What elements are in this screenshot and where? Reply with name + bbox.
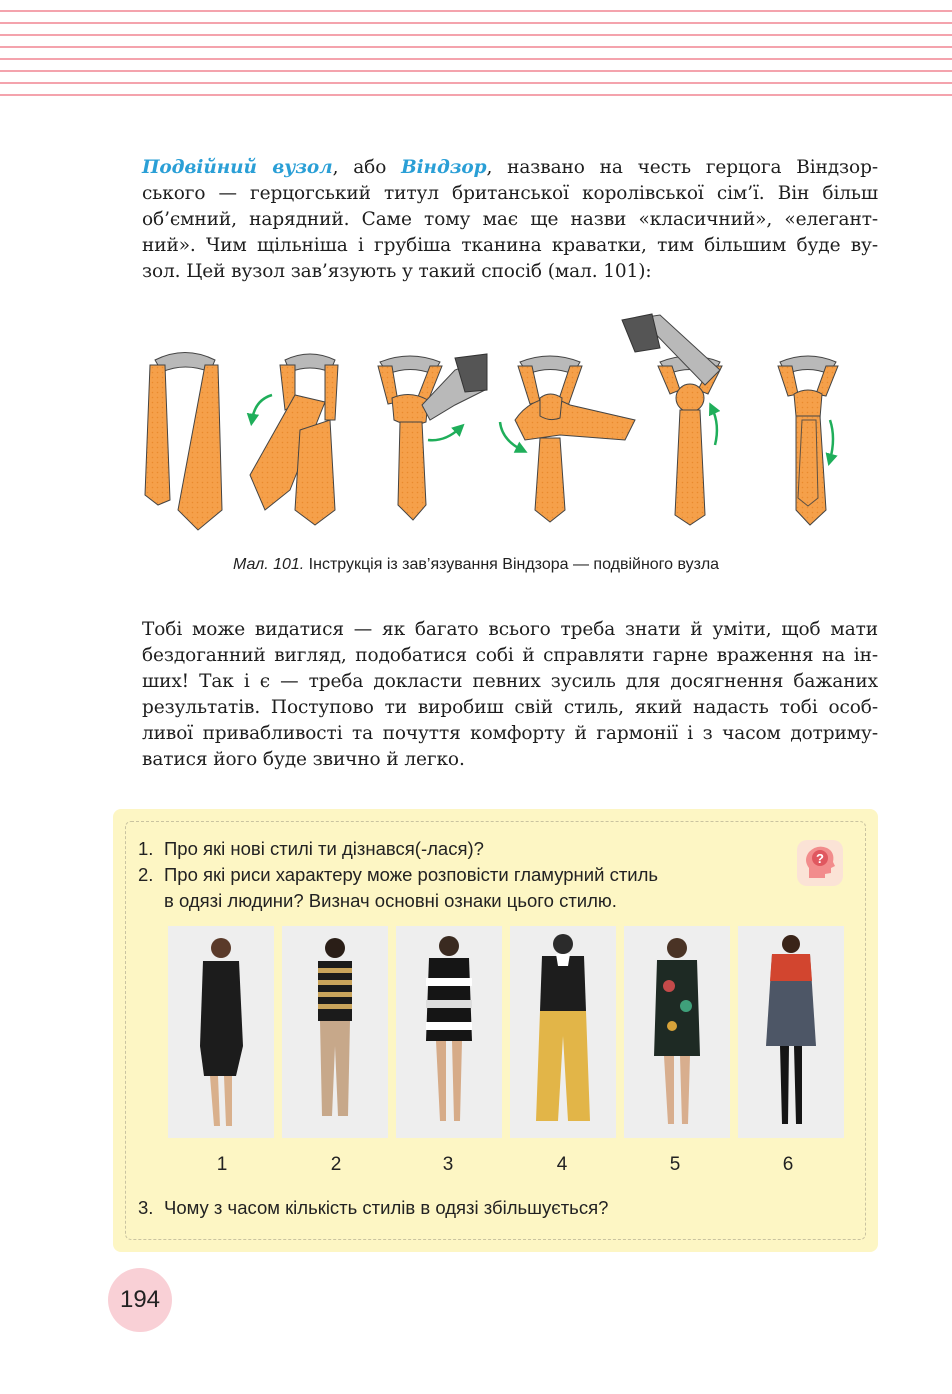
photo-label-2: 2 [330, 1154, 342, 1175]
question-number: 1. [138, 838, 154, 859]
question-head-icon [795, 838, 845, 888]
caption-text: Інструкція із зав’язування Віндзора — подвійного вузла [304, 556, 720, 573]
tie-step-6 [778, 356, 838, 525]
outfit-photo-2 [282, 926, 388, 1138]
question-1 [138, 836, 484, 862]
outfit-photos [168, 926, 844, 1176]
tie-step-1 [145, 353, 222, 531]
paragraph-line: ших! Так і є — треба докласти певних зусиль для досягнення бажаних [142, 671, 878, 692]
outfit-photo-1 [168, 926, 274, 1138]
header-stripes [0, 0, 952, 104]
paragraph-line [142, 155, 878, 181]
paragraph-line: ватися його буде звично й легко. [142, 749, 465, 770]
question-2 [138, 862, 778, 914]
paragraph-line: бездоганний вигляд, подобатися собі й справляти гарне враження на ін- [142, 645, 878, 666]
tie-step-2 [250, 354, 338, 525]
question-3 [138, 1195, 608, 1221]
text-fragment: , названо на честь герцога Віндзор- [486, 157, 878, 178]
photo-label-6: 6 [782, 1154, 794, 1175]
text-fragment: , або [332, 157, 402, 178]
term-double-knot: Подвійний вузол [142, 157, 333, 178]
paragraph-line: Тобі може видатися — як багато всього треба знати й уміти, щоб мати [142, 619, 878, 640]
paragraph-line: ливої привабливості та почуття комфорту й гармонії і з часом дотриму- [142, 723, 878, 744]
question-number: 3. [138, 1197, 154, 1218]
question-text: Чому з часом кількість стилів в одязі збільшується? [164, 1197, 609, 1218]
question-text: Про які нові стилі ти дізнався(-лася)? [164, 838, 484, 859]
term-windsor: Віндзор [401, 157, 487, 178]
paragraph-line: результатів. Поступово ти виробиш свій стиль, який надасть тобі особ- [142, 697, 878, 718]
question-number: 2. [138, 864, 154, 885]
question-text: Про які риси характеру може розповісти гламурний стиль [164, 864, 659, 885]
photo-label-1: 1 [216, 1154, 228, 1175]
svg-text:?: ? [816, 851, 824, 866]
photo-label-4: 4 [556, 1154, 568, 1175]
tie-step-3 [378, 354, 487, 520]
figure-caption [0, 556, 952, 574]
caption-label: Мал. 101. [232, 556, 305, 573]
tie-step-5 [622, 314, 722, 525]
outfit-photo-4 [510, 926, 616, 1138]
page-number: 194 [108, 1268, 172, 1332]
paragraph-style-advice [142, 617, 878, 773]
photo-label-3: 3 [442, 1154, 454, 1175]
outfit-photo-5 [624, 926, 730, 1138]
paragraph-line: зол. Цей вузол зав’язують у такий спосіб (мал. 101): [142, 261, 652, 282]
outfit-photo-6 [738, 926, 844, 1138]
paragraph-windsor [142, 155, 878, 285]
paragraph-line: ний». Чим щільніша і грубіша тканина краватки, тим більшим буде ву- [142, 235, 878, 256]
tie-step-4 [500, 356, 635, 522]
paragraph-line: об’ємний, нарядний. Саме тому має ще назви «класичний», «елегант- [142, 209, 878, 230]
tie-knot-illustration [130, 310, 850, 540]
photo-label-5: 5 [669, 1154, 681, 1175]
question-text-continued: в одязі людини? Визнач основні ознаки цього стилю. [164, 890, 617, 911]
paragraph-line: ського — герцогський титул британської королівської сім’ї. Він більш [142, 183, 878, 204]
outfit-photo-3 [396, 926, 502, 1138]
